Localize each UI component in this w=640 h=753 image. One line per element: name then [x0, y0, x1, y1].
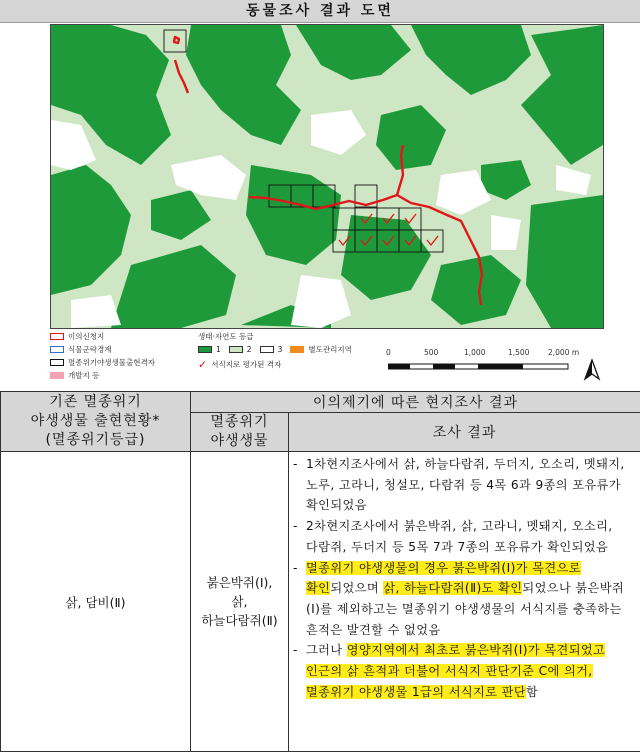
swatch-icon	[50, 372, 64, 379]
swatch-icon	[50, 359, 64, 366]
scale-label: 0	[386, 348, 391, 357]
cell-findings	[289, 452, 640, 752]
cell-species: 붉은박쥐(Ⅰ), 삵, 하늘다람쥐(Ⅱ)	[191, 452, 289, 752]
legend-item-objection: 이의신청지	[50, 331, 104, 342]
swatch-icon	[290, 346, 304, 353]
scale-label: 1,500	[508, 348, 530, 357]
eco-nature-map	[50, 24, 604, 329]
scale-label: 500	[424, 348, 439, 357]
header-existing-species: 기존 멸종위기 야생생물 출현현황* (멸종위기등급)	[1, 392, 191, 452]
legend-item-plant-boundary: 식물군락경계	[50, 344, 111, 355]
finding-item: - 멸종위기 야생생물의 경우 붉은박쥐(Ⅰ)가 목견으로 확인되었으며 삵, 하늘다람쥐(Ⅱ)도 확인되었으나 붉은박쥐(Ⅰ)를 제외하고는 멸종위기 야생생물의 서식지를 충족하는 흔적은 발견할 수 없었음	[293, 560, 625, 637]
header-group: 이의제기에 따른 현지조사 결과	[191, 392, 640, 413]
finding-item: - 2차현지조사에서 붉은박쥐, 삵, 고라니, 멧돼지, 오소리, 다람쥐, 두더지 등 5목 7과 7종의 포유류가 확인되었음	[293, 519, 613, 554]
legend-eco-title: 생태·자연도 등급	[198, 332, 254, 341]
swatch-icon	[50, 346, 64, 353]
swatch-icon	[50, 333, 64, 340]
scale-bar	[388, 361, 588, 373]
swatch-icon	[229, 346, 243, 353]
finding-item: - 1차현지조사에서 삵, 하늘다람쥐, 두더지, 오소리, 멧돼지, 노루, 고라니, 청설모, 다람쥐 등 4목 6과 9종의 포유류가 확인되었음	[293, 457, 625, 513]
scale-label: 1,000	[464, 348, 486, 357]
check-icon: ✓	[198, 357, 208, 371]
legend-item-development: 개발지 등	[50, 370, 99, 381]
legend-grades: 1 2 3 별도관리지역	[198, 344, 352, 355]
swatch-icon	[260, 346, 274, 353]
header-results: 조사 결과	[289, 413, 640, 452]
finding-item: - 그러나 영양지역에서 최초로 붉은박쥐(Ⅰ)가 목견되었고 인근의 삵 흔적과 더불어 서식지 판단기준 C에 의거, 멸종위기 야생생물 1급의 서식지로 판단함	[293, 643, 606, 699]
cell-existing: 삵, 담비(Ⅱ)	[1, 452, 191, 752]
header-endangered-species: 멸종위기 야생생물	[191, 413, 289, 452]
legend-habitat: ✓ 서식지로 평가된 격자	[198, 357, 282, 371]
map-legend	[50, 328, 610, 388]
north-arrow-icon	[583, 359, 601, 381]
scale-label: 2,000 m	[548, 348, 580, 357]
map-figure	[0, 23, 640, 390]
swatch-icon	[198, 346, 212, 353]
map-canvas	[51, 25, 603, 328]
results-table	[0, 391, 640, 752]
page-title: 동물조사 결과 도면	[0, 0, 640, 23]
legend-item-species-grid: 멸종위기야생생물출현격자	[50, 357, 155, 368]
